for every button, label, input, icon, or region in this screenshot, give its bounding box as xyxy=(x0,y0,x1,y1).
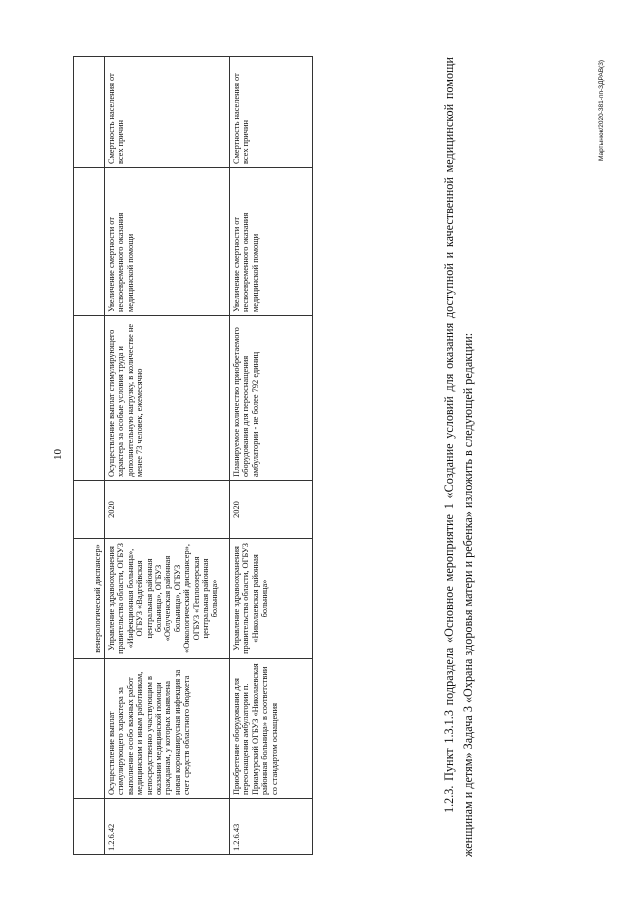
table-row xyxy=(230,57,313,855)
risk-cell: Увеличение смертности от несвоевременного оказания медицинской помощи xyxy=(105,168,230,316)
activities-table xyxy=(73,56,313,855)
header-cell xyxy=(74,57,105,168)
result-cell: Осуществление выплат стимулирующего характера за особые условия труда и дополнительную нагрузку, в количестве не менее 73 человек, ежемесячно xyxy=(105,316,230,481)
year-cell: 2020 xyxy=(105,481,230,539)
indicator-cell: Смертность населения от всех причин xyxy=(230,57,313,168)
year-cell: 2020 xyxy=(230,481,313,539)
row-number: 1.2.6.43 xyxy=(230,799,313,855)
page-number: 10 xyxy=(52,449,64,460)
activity-cell: Осуществление выплат стимулирующего характера за выполнение особо важных работ медицинским и иным работникам, непосредственно участвующим в оказании медицинской помощи гражданам, у которых выявлена новая коронавирусная инфекция за счет средств областного бюджета xyxy=(105,659,230,799)
header-cell xyxy=(74,799,105,855)
header-cell xyxy=(74,659,105,799)
result-cell: Планируемое количество приобретаемого оборудования для переоснащения амбулатории - не более 792 единиц xyxy=(230,316,313,481)
risk-cell: Увеличение смертности от несвоевременного оказания медицинской помощи xyxy=(230,168,313,316)
activity-cell: Приобретение оборудования для переоснащения амбулатории п. Приамурский ОГБУЗ «Николаевская районная больница» в соответствии со стандартом оснащения xyxy=(230,659,313,799)
header-cell: венерологический диспансер» xyxy=(74,539,105,659)
executor-cell: Управление здравоохранения правительства области, ОГБУЗ «Инфекционная больница», ОГБУЗ «Вадгейвская центральная районная больница», ОГБУЗ «Облученская районная больница», ОГБУЗ «Онкологический диспансер», ОГБУЗ «Теплоозерская центральная районная больница» xyxy=(105,539,230,659)
table-header-row xyxy=(74,57,105,855)
header-cell xyxy=(74,481,105,539)
table-row xyxy=(105,57,230,855)
document-footer: Мартынюк/2020-381-пп-ЗДРАВ(3) xyxy=(598,60,605,162)
row-number: 1.2.6.42 xyxy=(105,799,230,855)
header-cell xyxy=(74,316,105,481)
indicator-cell: Смертность населения от всех причин xyxy=(105,57,230,168)
executor-cell: Управление здравоохранения правительства области, ОГБУЗ «Николаевская районная больница» xyxy=(230,539,313,659)
header-cell xyxy=(74,168,105,316)
amendment-paragraph: 1.2.3. Пункт 1.3.1.3 подраздела «Основное мероприятие 1 «Создание условий для оказания доступной и качественной медицинской помощи женщинам и детям» Задача 3 «Охрана здоровья матери и ребенка» изложить в следующей редакции: xyxy=(442,57,475,857)
